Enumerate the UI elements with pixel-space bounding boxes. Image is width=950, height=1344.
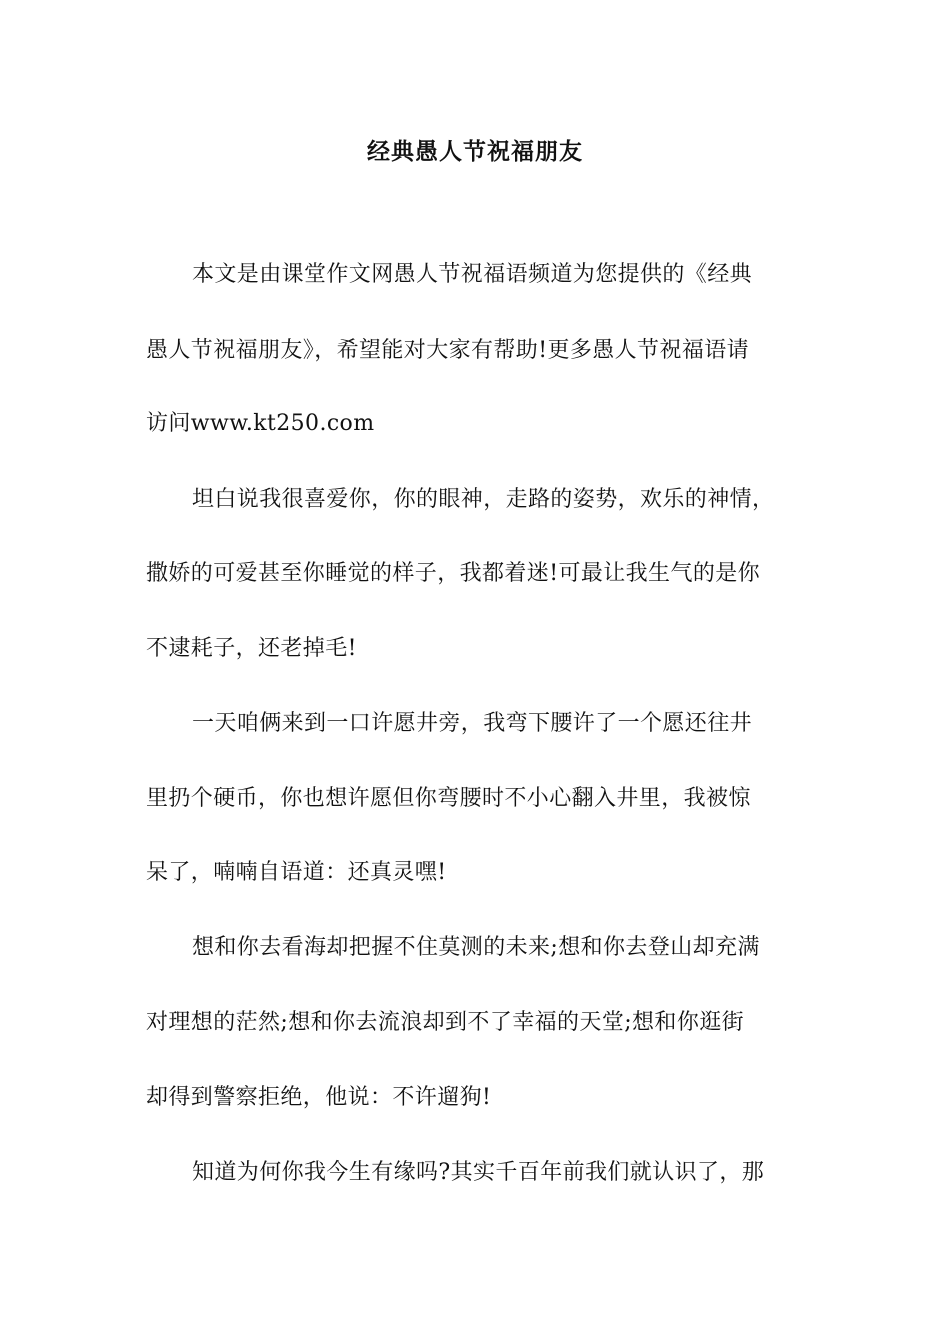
paragraph-2-line-3: 不逮耗子，还老掉毛! xyxy=(146,636,357,661)
document-title: 经典愚人节祝福朋友 xyxy=(367,138,583,165)
paragraph-3-line-1: 一天咱俩来到一口许愿井旁，我弯下腰许了一个愿还往井 xyxy=(192,711,753,736)
paragraph-4-line-2: 对理想的茫然;想和你去流浪却到不了幸福的天堂;想和你逛街 xyxy=(146,1010,745,1035)
paragraph-4-line-1: 想和你去看海却把握不住莫测的未来;想和你去登山却充满 xyxy=(192,935,760,960)
paragraph-3-line-3: 呆了，喃喃自语道：还真灵嘿! xyxy=(146,860,447,885)
paragraph-5-line-1: 知道为何你我今生有缘吗?其实千百年前我们就认识了，那 xyxy=(192,1160,765,1185)
paragraph-2-line-1: 坦白说我很喜爱你，你的眼神，走路的姿势，欢乐的神情， xyxy=(192,487,775,512)
paragraph-1-line-1: 本文是由课堂作文网愚人节祝福语频道为您提供的《经典 xyxy=(192,262,753,287)
paragraph-1-line-2: 愚人节祝福朋友》，希望能对大家有帮助!更多愚人节祝福语请 xyxy=(146,338,750,363)
paragraph-3-line-2: 里扔个硬币，你也想许愿但你弯腰时不小心翻入井里，我被惊 xyxy=(146,786,751,811)
paragraph-2-line-2: 撒娇的可爱甚至你睡觉的样子，我都着迷!可最让我生气的是你 xyxy=(146,561,761,586)
paragraph-4-line-3: 却得到警察拒绝，他说：不许遛狗! xyxy=(146,1085,492,1110)
paragraph-1-line-3: 访问www.kt250.com xyxy=(146,411,375,436)
